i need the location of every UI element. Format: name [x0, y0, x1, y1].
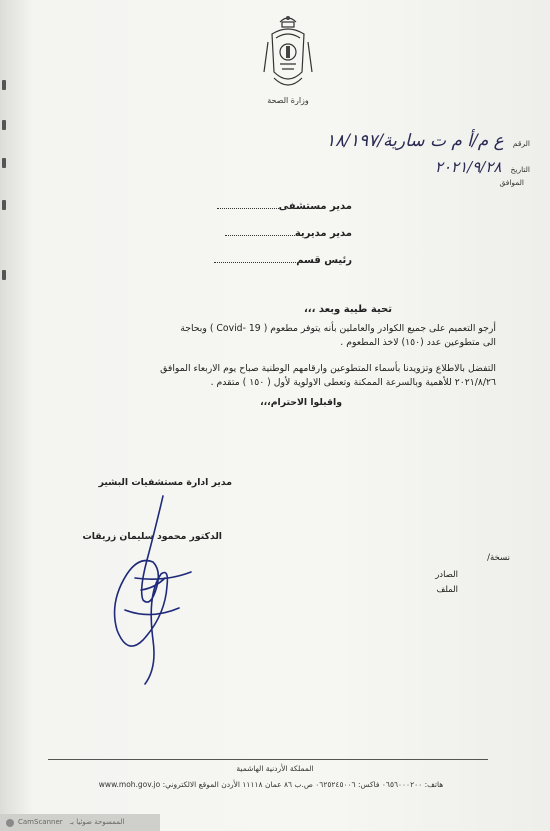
paragraph-1-line-2: الى متطوعين عدد (١٥٠) لاخذ المطعوم . — [340, 337, 496, 348]
footer-contact: هاتف: ٠٦٥٦٠٠٠٢٠٠ فاكس: ٠٦٢٥٢٤٥٠٠٦ ص.ب ٨٦ عمان ١١١١٨ الأردن الموقع الالكتروني: www.moh.gov.jo — [98, 780, 444, 789]
signatory-name: الدكتور محمود سليمان زريقات — [82, 531, 222, 542]
paragraph-2-line-2: ٢٠٢١/٨/٢٦ للأهمية وبالسرعة الممكنة وتعطى الاولوية لأول ( ١٥٠ ) متقدم . — [210, 377, 496, 388]
copies-label: نسخة/ — [487, 553, 510, 563]
camscanner-logo-icon — [6, 819, 14, 827]
closing: واقبلوا الاحترام،،، — [260, 397, 342, 408]
attach-label: الموافق — [499, 178, 524, 187]
ref-value: ع م/أ م ت سارية/١٨/١٩٧ — [325, 131, 504, 151]
date-label: التاريخ — [510, 165, 530, 174]
recipient-1 — [214, 200, 352, 212]
recipient-2-label: مدير مديرية — [294, 228, 352, 239]
emblem-caption: وزارة الصحة — [267, 96, 309, 105]
paragraph-2 — [56, 362, 496, 390]
ref-label: الرقم — [512, 139, 530, 148]
recipient-3 — [211, 254, 352, 266]
recipient-2 — [222, 227, 352, 239]
scanner-text: الممسوحة ضوئيا بـ — [70, 818, 125, 826]
scanner-app: CamScanner — [18, 818, 63, 826]
copies-item-2: الملف — [436, 585, 458, 595]
recipient-3-label: رئيس قسم — [296, 255, 352, 266]
paragraph-1 — [56, 322, 496, 350]
date-row — [310, 157, 530, 176]
page-edge-marks — [0, 80, 14, 340]
signatory-title: مدير ادارة مستشفيات البشير — [98, 477, 232, 488]
scanner-watermark — [0, 814, 160, 831]
recipient-1-label: مدير مستشفى — [278, 201, 352, 212]
handwritten-signature — [95, 490, 215, 690]
paragraph-1-line-1: أرجو التعميم على جميع الكوادر والعاملين بأنه يتوفر مطعوم ( Covid- 19 ) وبحاجة — [180, 323, 496, 334]
coat-of-arms-icon — [262, 12, 314, 107]
paragraph-2-line-1: التفضل بالاطلاع وتزويدنا بأسماء المتطوعين وارقامهم الوطنية صباح يوم الاربعاء الموافق — [160, 363, 496, 374]
footer-divider — [48, 759, 488, 760]
date-value: ٢٠٢١/٩/٢٨ — [434, 158, 502, 176]
footer-country: المملكة الأردنية الهاشمية — [236, 764, 314, 773]
greeting: تحية طيبة وبعد ،،، — [304, 304, 392, 315]
reference-row — [270, 131, 530, 151]
copies-item-1: الصادر — [435, 570, 458, 580]
